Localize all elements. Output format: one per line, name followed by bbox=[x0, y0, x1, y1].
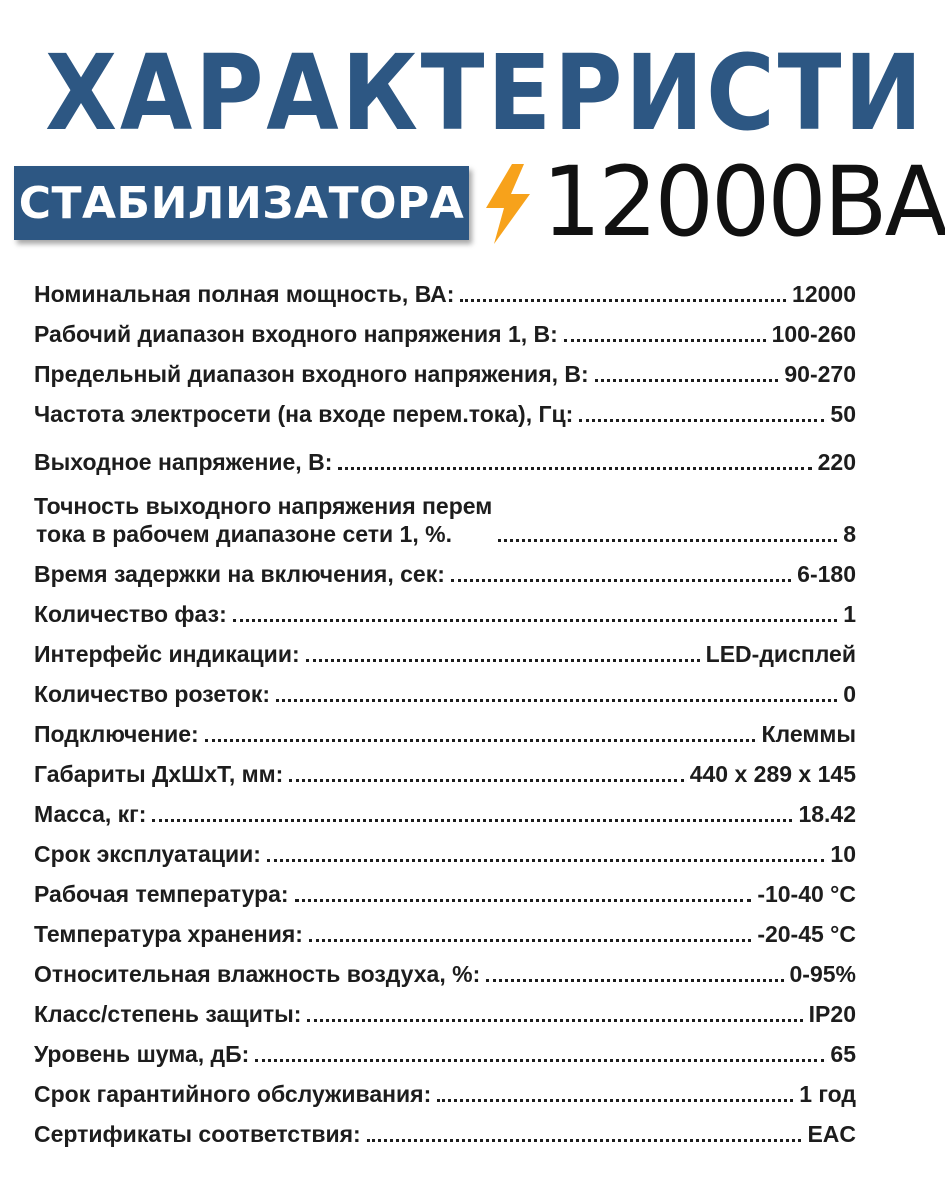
spec-label: Класс/степень защиты: bbox=[34, 1001, 302, 1027]
spec-row-storage-temp bbox=[34, 908, 856, 948]
spec-value: 6-180 bbox=[797, 561, 856, 587]
dot-leader bbox=[205, 739, 756, 742]
lightning-bolt-icon bbox=[478, 162, 538, 246]
dot-leader bbox=[295, 899, 752, 902]
spec-label: Номинальная полная мощность, ВА: bbox=[34, 281, 455, 307]
spec-value: 100-260 bbox=[771, 321, 856, 347]
page-title: ХАРАКТЕРИСТИ bbox=[45, 32, 926, 154]
dot-leader bbox=[255, 1059, 824, 1062]
spec-label: Количество фаз: bbox=[34, 601, 227, 627]
spec-label: Температура хранения: bbox=[34, 921, 303, 947]
spec-row-working-input-range bbox=[34, 308, 856, 348]
spec-label: Срок гарантийного обслуживания: bbox=[34, 1081, 432, 1107]
subtitle-text: СТАБИЛИЗАТОРА bbox=[18, 177, 465, 229]
dot-leader bbox=[579, 419, 824, 422]
spec-label: Частота электросети (на входе перем.тока), Гц: bbox=[34, 401, 574, 427]
spec-value: 10 bbox=[830, 841, 856, 867]
spec-label: Рабочая температура: bbox=[34, 881, 289, 907]
spec-label: Рабочий диапазон входного напряжения 1, В: bbox=[34, 321, 558, 347]
spec-label: Уровень шума, дБ: bbox=[34, 1041, 250, 1067]
spec-row-sockets bbox=[34, 668, 856, 708]
dot-leader bbox=[307, 1019, 802, 1022]
spec-value: 18.42 bbox=[798, 801, 856, 827]
spec-value: 440 x 289 x 145 bbox=[689, 761, 856, 787]
spec-label: Предельный диапазон входного напряжения, В: bbox=[34, 361, 589, 387]
spec-row-operating-temp bbox=[34, 868, 856, 908]
subtitle-badge bbox=[14, 166, 469, 240]
spec-row-connection bbox=[34, 708, 856, 748]
spec-row-noise bbox=[34, 1028, 856, 1068]
spec-value: 0-95% bbox=[789, 961, 856, 987]
spec-label: Сертификаты соответствия: bbox=[34, 1121, 361, 1147]
spec-label: Время задержки на включения, сек: bbox=[34, 561, 445, 587]
spec-row-nominal-power bbox=[34, 268, 856, 308]
dot-leader bbox=[267, 859, 824, 862]
dot-leader bbox=[564, 339, 766, 342]
spec-value: 50 bbox=[830, 401, 856, 427]
spec-label: Количество розеток: bbox=[34, 681, 271, 707]
spec-value: 90-270 bbox=[784, 361, 856, 387]
spec-value: 0 bbox=[843, 681, 856, 707]
dot-leader bbox=[460, 299, 786, 302]
spec-label: Срок эксплуатации: bbox=[34, 841, 261, 867]
spec-row-frequency bbox=[34, 388, 856, 428]
spec-value: 8 bbox=[843, 521, 856, 547]
spec-value: Клеммы bbox=[761, 721, 856, 747]
spec-value: IP20 bbox=[808, 1001, 856, 1027]
dot-leader bbox=[595, 379, 779, 382]
spec-row-delay bbox=[34, 548, 856, 588]
spec-row-dimensions bbox=[34, 748, 856, 788]
spec-row-certificates bbox=[34, 1108, 856, 1148]
spec-row-output-voltage bbox=[34, 428, 856, 476]
dot-leader bbox=[437, 1099, 793, 1102]
spec-label: Относительная влажность воздуха, %: bbox=[34, 961, 481, 987]
spec-row-limit-input-range bbox=[34, 348, 856, 388]
dot-leader bbox=[309, 939, 751, 942]
spec-label: Выходное напряжение, В: bbox=[34, 449, 333, 475]
spec-value: -10-40 °С bbox=[757, 881, 856, 907]
power-rating: 12000ВА bbox=[542, 146, 945, 258]
spec-label: Интерфейс индикации: bbox=[34, 641, 300, 667]
dot-leader bbox=[276, 699, 837, 702]
spec-row-display bbox=[34, 628, 856, 668]
spec-row-output-accuracy bbox=[34, 476, 856, 548]
dot-leader bbox=[152, 819, 792, 822]
spec-row-humidity bbox=[34, 948, 856, 988]
spec-value: -20-45 °С bbox=[757, 921, 856, 947]
dot-leader bbox=[338, 467, 811, 470]
dot-leader bbox=[306, 659, 700, 662]
spec-value: 220 bbox=[817, 449, 856, 475]
spec-label-line-1: Точность выходного напряжения перем bbox=[34, 493, 493, 519]
spec-label: Габариты ДхШхТ, мм: bbox=[34, 761, 284, 787]
dot-leader bbox=[451, 579, 791, 582]
dot-leader bbox=[486, 979, 783, 982]
spec-label: Масса, кг: bbox=[34, 801, 147, 827]
dot-leader bbox=[289, 779, 683, 782]
spec-label: Подключение: bbox=[34, 721, 199, 747]
spec-value: 12000 bbox=[792, 281, 856, 307]
spec-row-service-life bbox=[34, 828, 856, 868]
spec-value: 1 год bbox=[799, 1081, 856, 1107]
spec-value: 65 bbox=[830, 1041, 856, 1067]
spec-row-phases bbox=[34, 588, 856, 628]
spec-value: 1 bbox=[843, 601, 856, 627]
spec-list bbox=[34, 268, 856, 1148]
dot-leader bbox=[498, 539, 837, 542]
dot-leader bbox=[367, 1139, 802, 1142]
spec-value: LED-дисплей bbox=[705, 641, 856, 667]
spec-row-warranty bbox=[34, 1068, 856, 1108]
spec-row-weight bbox=[34, 788, 856, 828]
spec-label-line-2: тока в рабочем диапазоне сети 1, %. bbox=[36, 521, 452, 547]
spec-label bbox=[34, 492, 492, 548]
spec-value: EAC bbox=[807, 1121, 856, 1147]
dot-leader bbox=[233, 619, 837, 622]
spec-row-protection-class bbox=[34, 988, 856, 1028]
